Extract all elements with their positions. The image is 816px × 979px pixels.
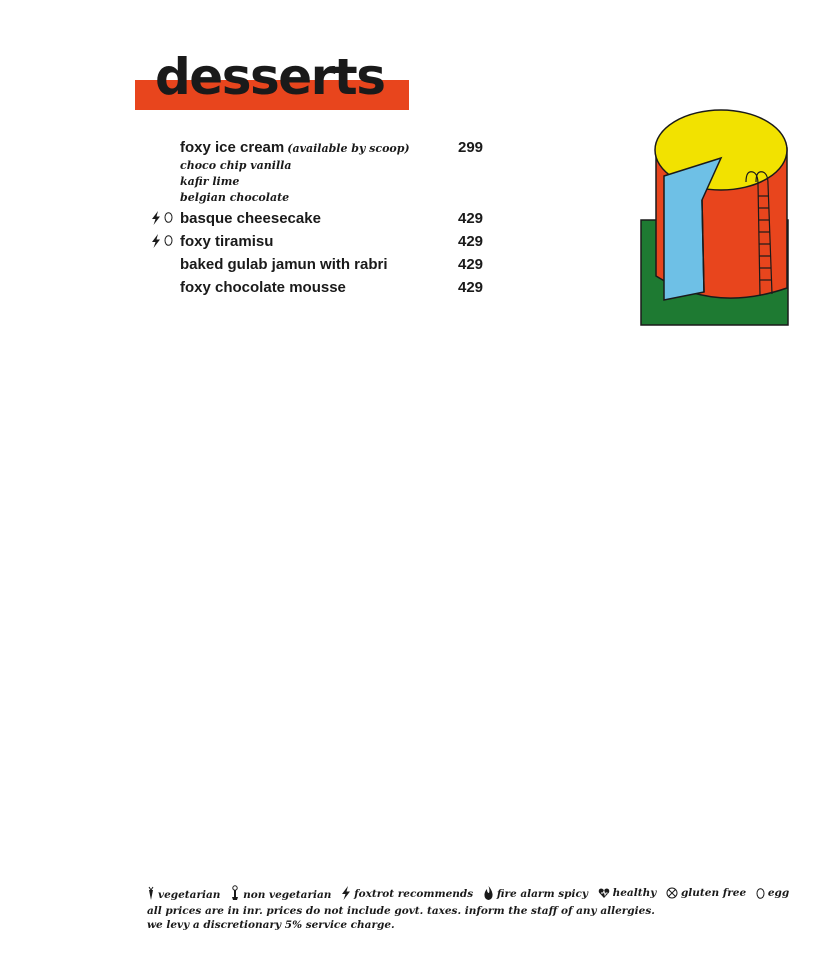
- heart-icon: [598, 887, 610, 899]
- legend-non-vegetarian: non vegetarian: [230, 885, 331, 901]
- service-charge-footnote: we levy a discretionary 5% service charge.: [147, 919, 395, 931]
- item-price: 429: [458, 233, 484, 250]
- bolt-icon: [341, 886, 351, 900]
- item-price: 429: [458, 210, 484, 227]
- bolt-icon: [151, 234, 161, 248]
- section-title: desserts: [155, 48, 385, 106]
- item-name: baked gulab jamun with rabri: [180, 256, 388, 273]
- item-icons: [148, 234, 178, 250]
- flavor-item: belgian chocolate: [180, 191, 290, 204]
- price-footnote: all prices are in inr. prices do not include govt. taxes. inform the staff of any allergies.: [147, 905, 655, 917]
- item-price: 299: [458, 139, 484, 156]
- flavor-list: [180, 158, 291, 206]
- cake-tower-illustration: [640, 108, 790, 328]
- legend-healthy: healthy: [598, 887, 657, 899]
- legend-gluten-free: gluten free: [666, 887, 746, 899]
- legend-recommends: foxtrot recommends: [341, 886, 473, 900]
- item-name: foxy tiramisu: [180, 233, 274, 250]
- dietary-legend: [147, 885, 795, 903]
- flame-icon: [483, 886, 494, 900]
- section-header: [135, 48, 415, 114]
- egg-icon: [164, 211, 173, 223]
- no-gluten-icon: [666, 887, 678, 899]
- drumstick-icon: [230, 885, 240, 901]
- item-name: basque cheesecake: [180, 210, 321, 227]
- item-name: foxy ice cream: [180, 139, 285, 156]
- legend-spicy: fire alarm spicy: [483, 886, 588, 900]
- egg-icon: [164, 234, 173, 246]
- item-price: 429: [458, 279, 484, 296]
- item-name-row: [180, 138, 410, 159]
- legend-vegetarian: vegetarian: [147, 885, 220, 901]
- item-icons: [148, 211, 178, 227]
- item-price: 429: [458, 256, 484, 273]
- flavor-item: choco chip vanilla: [180, 159, 292, 172]
- flavor-item: kafir lime: [180, 175, 240, 188]
- carrot-icon: [147, 885, 155, 901]
- item-note: (available by scoop): [287, 142, 410, 155]
- bolt-icon: [151, 211, 161, 225]
- egg-icon: [756, 887, 765, 899]
- legend-egg: egg: [756, 887, 789, 899]
- item-name: foxy chocolate mousse: [180, 279, 346, 296]
